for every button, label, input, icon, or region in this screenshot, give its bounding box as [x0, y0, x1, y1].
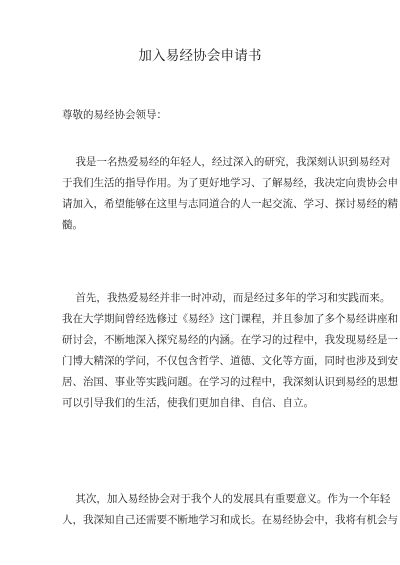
paragraph-line: 请加入，希望能够在这里与志同道合的人一起交流、学习、探讨易经的精 [62, 198, 398, 210]
paragraph-line: 居、治国、事业等实践问题。在学习的过程中，我深刻认识到易经的思想 [62, 376, 398, 388]
paragraph-line: 可以引导我们的生活，使我们更加自律、自信、自立。 [62, 397, 314, 409]
paragraph-second-reason [62, 489, 398, 531]
paragraph-line: 首先，我热爱易经并非一时冲动，而是经过多年的学习和实践而来。 [62, 292, 391, 304]
paragraph-line: 我在大学期间曾经选修过《易经》这门课程，并且参加了多个易经讲座和 [62, 313, 398, 325]
paragraph-line: 研讨会，不断地深入探究易经的内涵。在学习的过程中，我发现易经是一 [62, 334, 398, 346]
paragraph-intro [62, 152, 398, 236]
paragraph-line: 于我们生活的指导作用。为了更好地学习、了解易经，我决定向贵协会申 [62, 177, 398, 189]
paragraph-line: 门博大精深的学问，不仅包含哲学、道德、文化等方面，同时也涉及到安 [62, 355, 398, 367]
paragraph-first-reason [62, 288, 398, 414]
paragraph-line: 我是一名热爱易经的年轻人，经过深入的研究，我深刻认识到易经对 [62, 156, 391, 168]
paragraph-line: 人，我深知自己还需要不断地学习和成长。在易经协会中，我将有机会与 [62, 514, 398, 526]
document-title: 加入易经协会申请书 [138, 48, 262, 64]
paragraph-line: 其次，加入易经协会对于我个人的发展具有重要意义。作为一个年轻 [62, 493, 391, 505]
salutation: 尊敬的易经协会领导： [62, 109, 167, 121]
paragraph-line: 髓。 [62, 219, 83, 231]
